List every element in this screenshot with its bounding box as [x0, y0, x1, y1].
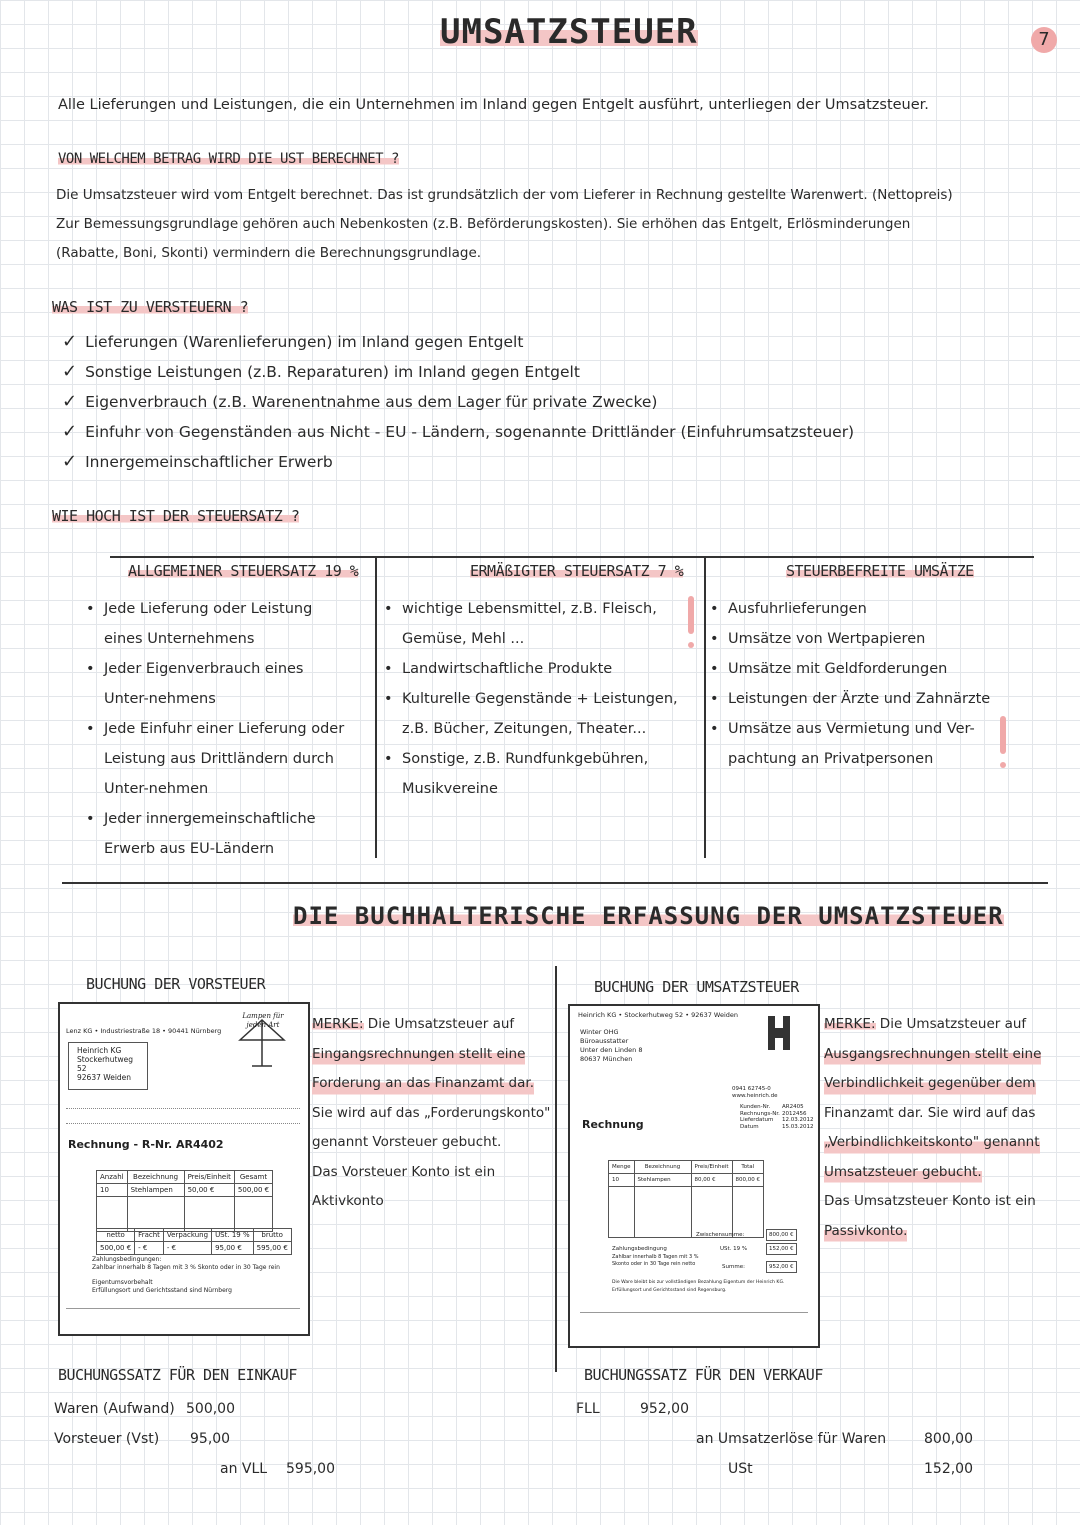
terms-1: Zahlbar innerhalb 8 Tagen mit 3 %	[612, 1254, 699, 1260]
purchase-entry-1-label: Waren (Aufwand)	[54, 1401, 175, 1417]
booking-divider	[555, 966, 557, 1372]
merke-line: Umsatzsteuer gebucht.	[824, 1158, 982, 1188]
sum-net-label: netto	[97, 1229, 135, 1242]
list-item: • Sonstige, z.B. Rundfunkgebühren, Musikvereine	[384, 744, 684, 804]
merke-line	[824, 1010, 1074, 1040]
check-icon: ✓	[62, 451, 78, 472]
cell-total: 500,00 €	[234, 1184, 272, 1197]
page-number-badge	[1031, 27, 1057, 53]
invoice-sender: Heinrich KG • Stockerhutweg 52 • 92637 Weiden	[578, 1011, 739, 1019]
sum-freight: - €	[135, 1242, 164, 1255]
merke-text: Die Umsatzsteuer auf	[367, 1016, 515, 1032]
merke-text: Die Umsatzsteuer auf	[879, 1016, 1027, 1032]
meta-values	[782, 1104, 814, 1130]
merke-line: Ausgangsrechnungen stellt eine	[824, 1040, 1041, 1070]
rate-col-title-exempt: STEUERBEFREITE UMSÄTZE	[786, 562, 974, 580]
meta-date: Datum	[740, 1123, 759, 1130]
sales-entry-1-label: FLL	[576, 1401, 600, 1417]
rate-list-reduced	[384, 594, 684, 804]
recipient-city: 92637 Weiden	[77, 1073, 132, 1082]
table-header	[97, 1171, 273, 1184]
merke-line: Verbindlichkeit gegenüber dem	[824, 1069, 1036, 1099]
exclamation-icon	[1000, 716, 1006, 754]
sales-entry-3-label: USt	[728, 1461, 753, 1477]
umsatzsteuer-subheading: BUCHUNG DER UMSATZSTEUER	[594, 978, 799, 996]
merke-line: Aktivkonto	[312, 1193, 384, 1209]
list-item	[62, 447, 1022, 477]
merke-line: „Verbindlichkeitskonto" genannt	[824, 1128, 1040, 1158]
invoice-sum-table	[96, 1228, 292, 1255]
sum-gross-label: brutto	[253, 1229, 291, 1242]
basis-line-3: (Rabatte, Boni, Skonti) vermindern die Berechnungsgrundlage.	[56, 245, 482, 261]
cell-qty: 10	[609, 1174, 635, 1187]
section-heading-booking: DIE BUCHHALTERISCHE ERFASSUNG DER UMSATZSTEUER	[293, 902, 1004, 930]
merke-left	[312, 1010, 552, 1217]
sum-tax: 95,00 €	[212, 1242, 254, 1255]
recipient-block	[580, 1028, 642, 1064]
meta-invoice-value: 2012456	[782, 1110, 807, 1117]
meta-delivery: Lieferdatum	[740, 1117, 774, 1123]
merke-label: MERKE:	[312, 1016, 364, 1032]
list-item	[62, 357, 1022, 387]
sales-entry-2-value: 800,00	[924, 1431, 973, 1447]
sum-freight-label: Fracht	[135, 1229, 164, 1242]
col-desc: Bezeichnung	[127, 1171, 184, 1184]
section-heading-taxable: WAS IST ZU VERSTEUERN ?	[52, 298, 249, 316]
merke-line: Passivkonto.	[824, 1217, 907, 1247]
merke-label: MERKE:	[824, 1016, 876, 1032]
purchase-entry-2-label: Vorsteuer (Vst)	[54, 1431, 160, 1447]
merke-line: Das Umsatzsteuer Konto ist ein	[824, 1193, 1036, 1209]
table-header	[609, 1161, 764, 1174]
col-unit: Preis/Einheit	[691, 1161, 732, 1174]
page-number: 7	[1038, 29, 1050, 50]
list-item: • Jeder innergemeinschaftliche Erwerb aus EU-Ländern	[86, 804, 348, 864]
sales-entry-heading: BUCHUNGSSATZ FÜR DEN VERKAUF	[584, 1366, 823, 1384]
list-item: • Ausfuhrlieferungen	[710, 594, 1000, 624]
list-item-text: Lieferungen (Warenlieferungen) im Inland gegen Entgelt	[85, 333, 524, 351]
merke-line: Forderung an das Finanzamt dar.	[312, 1069, 534, 1099]
terms-text: Zahlbar innerhalb 8 Tagen mit 3 % Skonto oder in 30 Tage rein	[92, 1264, 280, 1271]
list-item-text: Einfuhr von Gegenständen aus Nicht - EU - Ländern, sogenannte Drittländer (Einfuhrumsatzsteuer)	[85, 423, 855, 441]
list-item: • Kulturelle Gegenstände + Leistungen, z.B. Bücher, Zeitungen, Theater...	[384, 684, 684, 744]
company-logo-icon	[768, 1016, 790, 1050]
invoice-title: Rechnung	[582, 1118, 644, 1131]
tax-value: 152,00 €	[766, 1243, 797, 1255]
list-item: • Leistungen der Ärzte und Zahnärzte	[710, 684, 1000, 714]
recipient-street: Stockerhutweg 52	[77, 1055, 134, 1073]
merke-line: Das Vorsteuer Konto ist ein	[312, 1163, 496, 1180]
list-item	[62, 387, 1022, 417]
merke-line: genannt Vorsteuer gebucht.	[312, 1134, 502, 1150]
rate-col-title-general: ALLGEMEINER STEUERSATZ 19 %	[128, 562, 359, 580]
col-unit: Preis/Einheit	[184, 1171, 234, 1184]
ownership-note: Eigentumsvorbehalt	[92, 1279, 153, 1286]
purchase-entry-3-label: an VLL	[220, 1461, 268, 1477]
table-row	[97, 1184, 273, 1197]
purchase-entry-heading: BUCHUNGSSATZ FÜR DEN EINKAUF	[58, 1366, 297, 1384]
table-row	[97, 1242, 292, 1255]
taxable-list	[62, 327, 1022, 477]
list-item: • Landwirtschaftliche Produkte	[384, 654, 684, 684]
basis-line-2: Zur Bemessungsgrundlage gehören auch Nebenkosten (z.B. Beförderungskosten). Sie erhöhen das Entgelt, Erlösminderungen	[56, 216, 911, 232]
col-desc: Bezeichnung	[634, 1161, 691, 1174]
cell-total: 800,00 €	[732, 1174, 764, 1187]
merke-line: Finanzamt dar. Sie wird auf das	[824, 1104, 1036, 1121]
terms-title: Zahlungsbedingungen:	[92, 1256, 162, 1263]
sales-invoice	[568, 1004, 820, 1348]
sum-pack: - €	[163, 1242, 211, 1255]
list-item-text: Innergemeinschaftlicher Erwerb	[85, 453, 333, 471]
sum-tax-label: USt. 19 %	[212, 1229, 254, 1242]
rate-col-title-reduced: ERMÄßIGTER STEUERSATZ 7 %	[470, 562, 684, 580]
terms-2: Skonto oder in 30 Tage rein netto	[612, 1261, 696, 1267]
sales-entry-2-label: an Umsatzerlöse für Waren	[696, 1431, 887, 1447]
tax-label: USt. 19 %	[720, 1246, 748, 1252]
meta-customer: Kunden-Nr.	[740, 1104, 771, 1110]
invoice-items-table	[608, 1160, 764, 1238]
col-qty: Anzahl	[97, 1171, 128, 1184]
list-item: • wichtige Lebensmittel, z.B. Fleisch, Gemüse, Mehl ...	[384, 594, 684, 654]
cell-unit: 50,00 €	[184, 1184, 234, 1197]
logo-text: Lampen für jeden Art	[242, 1012, 284, 1029]
rate-list-exempt	[710, 594, 1000, 774]
rate-list-general	[86, 594, 348, 864]
meta-labels	[740, 1104, 780, 1130]
col-total: Total	[732, 1161, 764, 1174]
recipient-street: Unter den Linden 8	[580, 1046, 643, 1054]
sum-pack-label: Verpackung	[163, 1229, 211, 1242]
contact-block	[732, 1086, 778, 1100]
cell-unit: 80,00 €	[691, 1174, 732, 1187]
section-divider	[62, 882, 1048, 884]
list-item: • Umsätze mit Geldforderungen	[710, 654, 1000, 684]
intro-text: Alle Lieferungen und Leistungen, die ein Unternehmen im Inland gegen Entgelt ausführt, unterliegen der Umsatzsteuer.	[58, 97, 929, 113]
list-item-text: Eigenverbrauch (z.B. Warenentnahme aus dem Lager für private Zwecke)	[85, 393, 658, 411]
meta-customer-value: AR2405	[782, 1104, 804, 1110]
meta-delivery-value: 12.03.2012	[782, 1117, 814, 1123]
subtotal-value: 800,00 €	[766, 1229, 797, 1241]
list-item: • Jede Lieferung oder Leistung eines Unternehmens	[86, 594, 348, 654]
recipient-line2: Büroausstatter	[580, 1037, 629, 1045]
jurisdiction-note: Erfüllungsort und Gerichtsstand sind Nürnberg	[92, 1287, 232, 1294]
rate-table-divider-2	[704, 556, 706, 858]
vorsteuer-subheading: BUCHUNG DER VORSTEUER	[86, 975, 266, 993]
cell-desc: Stehlampen	[634, 1174, 691, 1187]
check-icon: ✓	[62, 391, 78, 412]
merke-right	[824, 1010, 1074, 1246]
check-icon: ✓	[62, 361, 78, 382]
sales-entry-3-value: 152,00	[924, 1461, 973, 1477]
list-item	[62, 417, 1022, 447]
cell-desc: Stehlampen	[127, 1184, 184, 1197]
invoice-footer	[66, 1308, 300, 1327]
section-heading-rate: WIE HOCH IST DER STEUERSATZ ?	[52, 507, 300, 525]
list-item: • Umsätze von Wertpapieren	[710, 624, 1000, 654]
check-icon: ✓	[62, 331, 78, 352]
total-value: 952,00 €	[766, 1261, 797, 1273]
ownership-note: Die Ware bleibt bis zur vollständigen Bezahlung Eigentum der Heinrich KG.	[612, 1280, 785, 1285]
invoice-title: Rechnung - R-Nr. AR4402	[68, 1138, 224, 1151]
recipient-name: Heinrich KG	[77, 1046, 122, 1055]
list-item: • Jede Einfuhr einer Lieferung oder Leistung aus Drittländern durch Unter-nehmen	[86, 714, 348, 804]
purchase-entry-2-value: 95,00	[190, 1431, 231, 1447]
invoice-meta-line	[66, 1108, 300, 1124]
invoice-items-table	[96, 1170, 273, 1232]
list-item: • Jeder Eigenverbrauch eines Unter-nehmens	[86, 654, 348, 714]
sum-gross: 595,00 €	[253, 1242, 291, 1255]
meta-date-value: 15.03.2012	[782, 1123, 814, 1130]
purchase-invoice	[58, 1002, 310, 1336]
phone: 0941 62745-0	[732, 1086, 771, 1092]
recipient-name: Winter OHG	[580, 1028, 619, 1036]
col-total: Gesamt	[234, 1171, 272, 1184]
exclamation-icon	[688, 596, 694, 634]
basis-line-1: Die Umsatzsteuer wird vom Entgelt berechnet. Das ist grundsätzlich der vom Lieferer in Rechnung gestellte Warenwert. (Nettopreis)	[56, 187, 953, 203]
merke-line: Sie wird auf das „Forderungskonto"	[312, 1104, 551, 1121]
total-label: Summe:	[722, 1264, 745, 1270]
jurisdiction-note: Erfüllungsort und Gerichtsstand sind Regensburg.	[612, 1288, 727, 1293]
table-header	[97, 1229, 292, 1242]
invoice-footer	[580, 1312, 808, 1333]
rate-table-divider-1	[375, 556, 377, 858]
list-item: • Umsätze aus Vermietung und Ver-pachtung an Privatpersonen	[710, 714, 1000, 774]
terms-title: Zahlungsbedingung	[612, 1246, 667, 1252]
cell-qty: 10	[97, 1184, 128, 1197]
table-row	[97, 1197, 273, 1232]
page-title: UMSATZSTEUER	[440, 12, 698, 52]
meta-invoice: Rechnungs-Nr.	[740, 1110, 780, 1117]
purchase-entry-1-value: 500,00	[186, 1401, 235, 1417]
sum-net: 500,00 €	[97, 1242, 135, 1255]
list-item-text: Sonstige Leistungen (z.B. Reparaturen) im Inland gegen Entgelt	[85, 363, 580, 381]
invoice-sender: Lenz KG • Industriestraße 18 • 90441 Nürnberg	[66, 1027, 222, 1035]
list-item	[62, 327, 1022, 357]
merke-line	[312, 1010, 552, 1040]
sales-entry-1-value: 952,00	[640, 1401, 689, 1417]
recipient-city: 80637 München	[580, 1055, 633, 1063]
recipient-box	[68, 1042, 148, 1090]
subtotal-label: Zwischensumme:	[696, 1232, 745, 1238]
col-qty: Menge	[609, 1161, 635, 1174]
rate-table-top-line	[110, 556, 1034, 558]
merke-line: Eingangsrechnungen stellt eine	[312, 1040, 525, 1070]
purchase-entry-3-value: 595,00	[286, 1461, 335, 1477]
web: www.heinrich.de	[732, 1093, 778, 1099]
table-row	[609, 1174, 764, 1187]
section-heading-basis: VON WELCHEM BETRAG WIRD DIE UST BERECHNET ?	[58, 151, 399, 167]
check-icon: ✓	[62, 421, 78, 442]
invoice-logo	[232, 1010, 292, 1072]
